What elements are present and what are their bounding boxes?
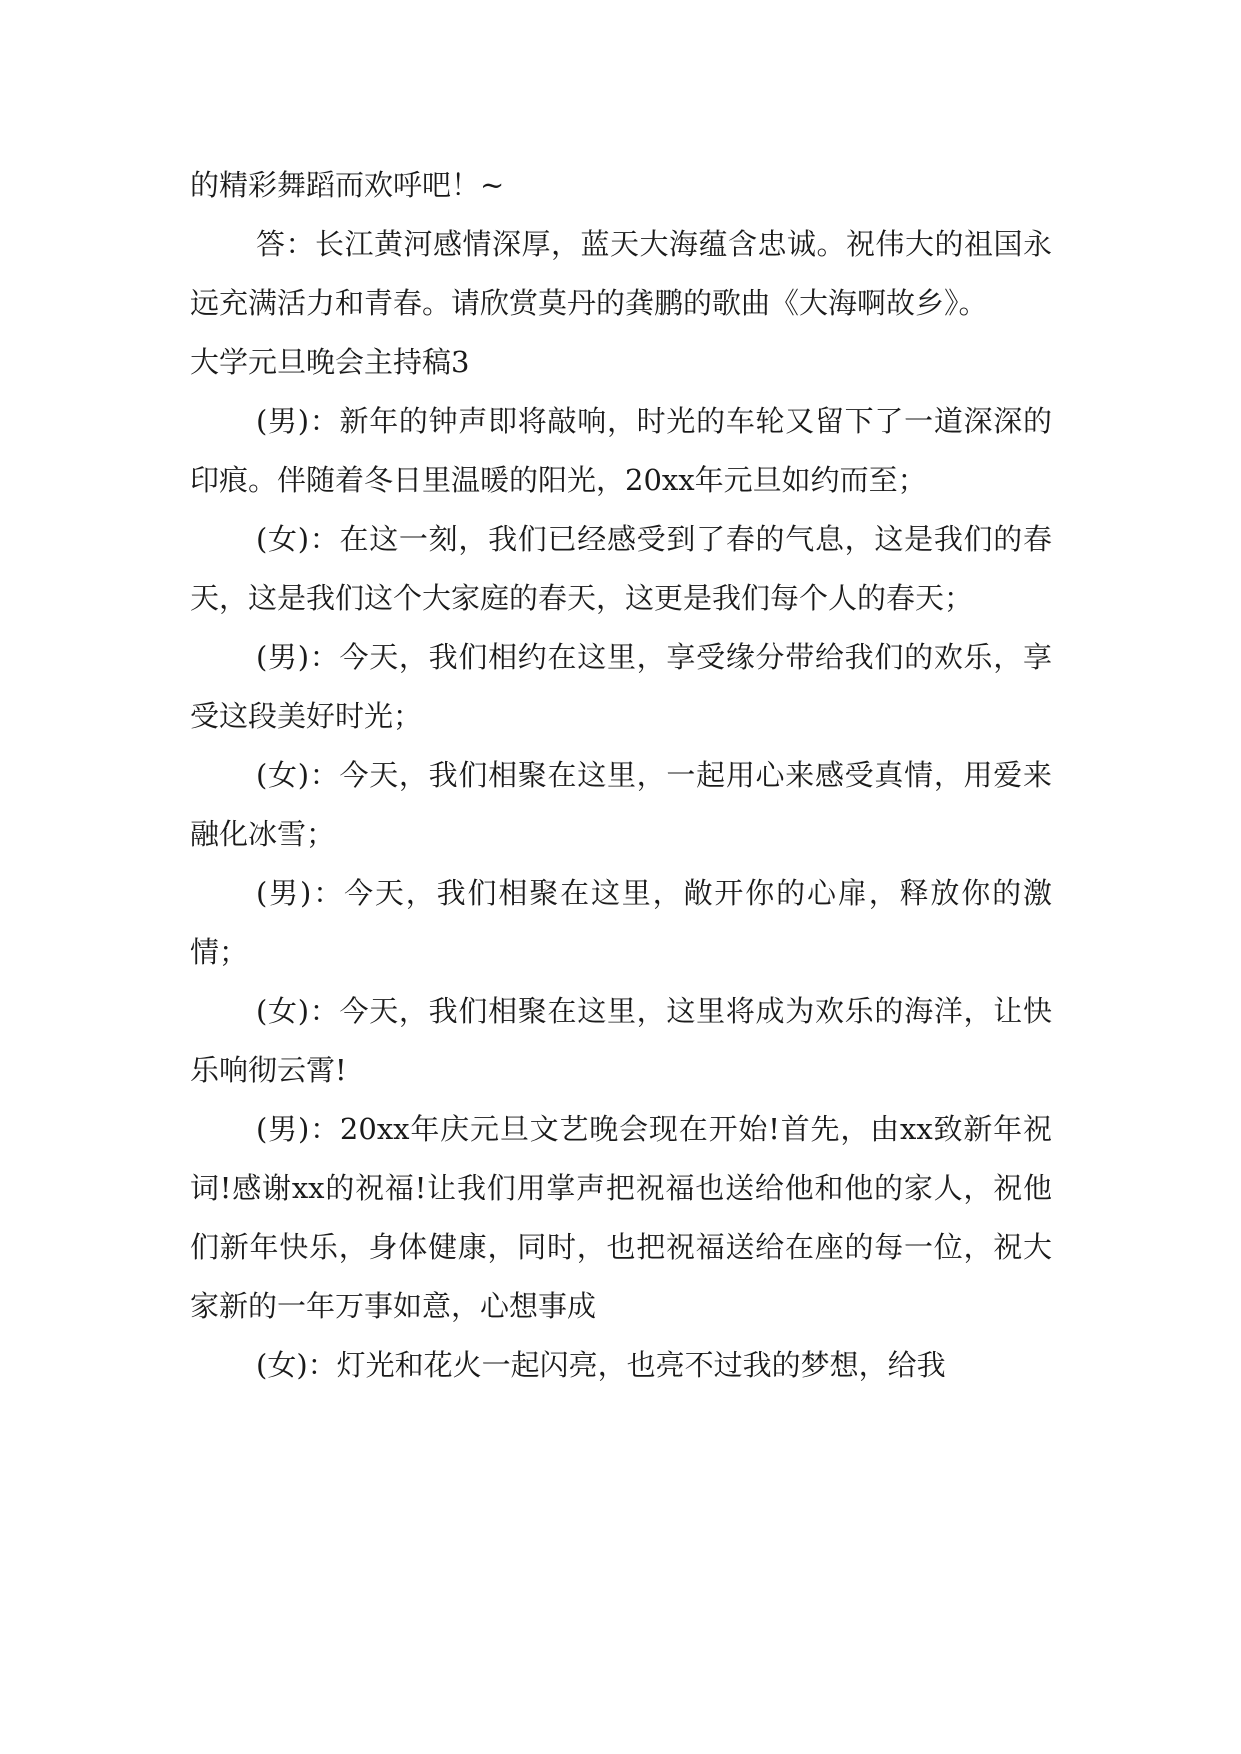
- paragraph: (男)：新年的钟声即将敲响，时光的车轮又留下了一道深深的印痕。伴随着冬日里温暖的阳光，20xx年元旦如约而至；: [190, 404, 1052, 497]
- paragraph: (女)：在这一刻，我们已经感受到了春的气息，这是我们的春天，这是我们这个大家庭的春天，这更是我们每个人的春天；: [190, 522, 1052, 615]
- document-body: [190, 156, 1052, 1395]
- paragraph: (男)：今天，我们相聚在这里，敞开你的心扉，释放你的激情；: [190, 876, 1052, 969]
- paragraph: 答：长江黄河感情深厚，蓝天大海蕴含忠诚。祝伟大的祖国永远充满活力和青春。请欣赏莫丹的龚鹏的歌曲《大海啊故乡》。: [190, 227, 1052, 320]
- paragraph: (女)：今天，我们相聚在这里，一起用心来感受真情，用爱来融化冰雪；: [190, 758, 1052, 851]
- paragraph: (男)：20xx年庆元旦文艺晚会现在开始!首先，由xx致新年祝词!感谢xx的祝福!让我们用掌声把祝福也送给他和他的家人，祝他们新年快乐，身体健康，同时，也把祝福送给在座的每一位，祝大家新的一年万事如意，心想事成: [190, 1112, 1052, 1323]
- paragraph: (女)：灯光和花火一起闪亮，也亮不过我的梦想，给我: [256, 1348, 946, 1382]
- paragraph: (男)：今天，我们相约在这里，享受缘分带给我们的欢乐，享受这段美好时光；: [190, 640, 1052, 733]
- section-heading: 大学元旦晚会主持稿3: [190, 345, 470, 379]
- paragraph: 的精彩舞蹈而欢呼吧！~: [190, 168, 505, 202]
- paragraph: (女)：今天，我们相聚在这里，这里将成为欢乐的海洋，让快乐响彻云霄!: [190, 994, 1052, 1087]
